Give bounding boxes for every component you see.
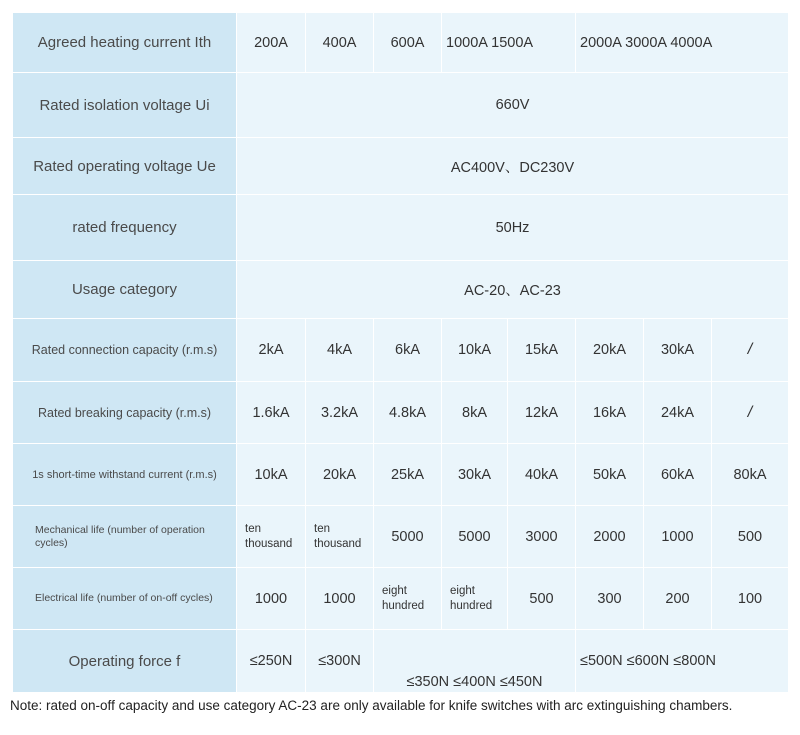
cell: 200A bbox=[237, 13, 306, 73]
cell: AC400V、DC230V bbox=[237, 138, 789, 195]
row-withstand bbox=[13, 444, 789, 506]
row-operating-force bbox=[13, 630, 789, 693]
label-breaking: Rated breaking capacity (r.m.s) bbox=[13, 382, 237, 444]
label-mechanical-life: Mechanical life (number of operation cycles) bbox=[13, 506, 237, 568]
cell: ten thousand bbox=[237, 506, 306, 568]
cell: ten thousand bbox=[306, 506, 374, 568]
cell: 1000 bbox=[306, 568, 374, 630]
cell: 20kA bbox=[576, 319, 644, 382]
cell: ≤250N bbox=[237, 630, 306, 693]
cell: 400A bbox=[306, 13, 374, 73]
cell: 1000 bbox=[644, 506, 712, 568]
cell: 5000 bbox=[374, 506, 442, 568]
row-ith bbox=[13, 13, 789, 73]
cell: 2000 bbox=[576, 506, 644, 568]
cell: 3.2kA bbox=[306, 382, 374, 444]
cell: 100 bbox=[712, 568, 789, 630]
row-breaking bbox=[13, 382, 789, 444]
cell: / bbox=[712, 319, 789, 382]
label-frequency: rated frequency bbox=[13, 195, 237, 261]
cell: 12kA bbox=[508, 382, 576, 444]
cell: 1000A 1500A bbox=[442, 13, 576, 73]
row-ui bbox=[13, 73, 789, 138]
cell: eight hundred bbox=[442, 568, 508, 630]
cell: 500 bbox=[712, 506, 789, 568]
cell: 10kA bbox=[237, 444, 306, 506]
cell: 5000 bbox=[442, 506, 508, 568]
row-electrical-life bbox=[13, 568, 789, 630]
cell: 6kA bbox=[374, 319, 442, 382]
cell: 4kA bbox=[306, 319, 374, 382]
cell: 2kA bbox=[237, 319, 306, 382]
cell: 80kA bbox=[712, 444, 789, 506]
spec-table bbox=[12, 12, 789, 693]
cell: 24kA bbox=[644, 382, 712, 444]
cell: 50kA bbox=[576, 444, 644, 506]
cell: 25kA bbox=[374, 444, 442, 506]
label-withstand: 1s short-time withstand current (r.m.s) bbox=[13, 444, 237, 506]
cell: 660V bbox=[237, 73, 789, 138]
cell: 4.8kA bbox=[374, 382, 442, 444]
cell: 2000A 3000A 4000A bbox=[576, 13, 789, 73]
cell: 300 bbox=[576, 568, 644, 630]
cell: 10kA bbox=[442, 319, 508, 382]
cell: ≤350N ≤400N ≤450N bbox=[374, 630, 576, 693]
row-mechanical-life bbox=[13, 506, 789, 568]
cell: 60kA bbox=[644, 444, 712, 506]
label-operating-force: Operating force f bbox=[13, 630, 237, 693]
row-usage bbox=[13, 261, 789, 319]
label-ue: Rated operating voltage Ue bbox=[13, 138, 237, 195]
cell: 40kA bbox=[508, 444, 576, 506]
label-ui: Rated isolation voltage Ui bbox=[13, 73, 237, 138]
cell: 500 bbox=[508, 568, 576, 630]
cell: 16kA bbox=[576, 382, 644, 444]
row-ue bbox=[13, 138, 789, 195]
label-ith: Agreed heating current Ith bbox=[13, 13, 237, 73]
cell: ≤500N ≤600N ≤800N bbox=[576, 630, 789, 693]
cell: 50Hz bbox=[237, 195, 789, 261]
cell: AC-20、AC-23 bbox=[237, 261, 789, 319]
label-usage: Usage category bbox=[13, 261, 237, 319]
label-connection: Rated connection capacity (r.m.s) bbox=[13, 319, 237, 382]
spec-table-container bbox=[12, 12, 788, 692]
cell: / bbox=[712, 382, 789, 444]
cell: 200 bbox=[644, 568, 712, 630]
row-connection bbox=[13, 319, 789, 382]
cell: eight hundred bbox=[374, 568, 442, 630]
cell: 8kA bbox=[442, 382, 508, 444]
cell: 1000 bbox=[237, 568, 306, 630]
cell: 15kA bbox=[508, 319, 576, 382]
cell: 30kA bbox=[644, 319, 712, 382]
footnote: Note: rated on-off capacity and use category AC-23 are only available for knife switches with arc extinguishing chambers. bbox=[10, 698, 733, 713]
cell: 600A bbox=[374, 13, 442, 73]
cell: 20kA bbox=[306, 444, 374, 506]
cell: 1.6kA bbox=[237, 382, 306, 444]
row-frequency bbox=[13, 195, 789, 261]
cell: ≤300N bbox=[306, 630, 374, 693]
cell: 30kA bbox=[442, 444, 508, 506]
label-electrical-life: Electrical life (number of on-off cycles) bbox=[13, 568, 237, 630]
cell: 3000 bbox=[508, 506, 576, 568]
